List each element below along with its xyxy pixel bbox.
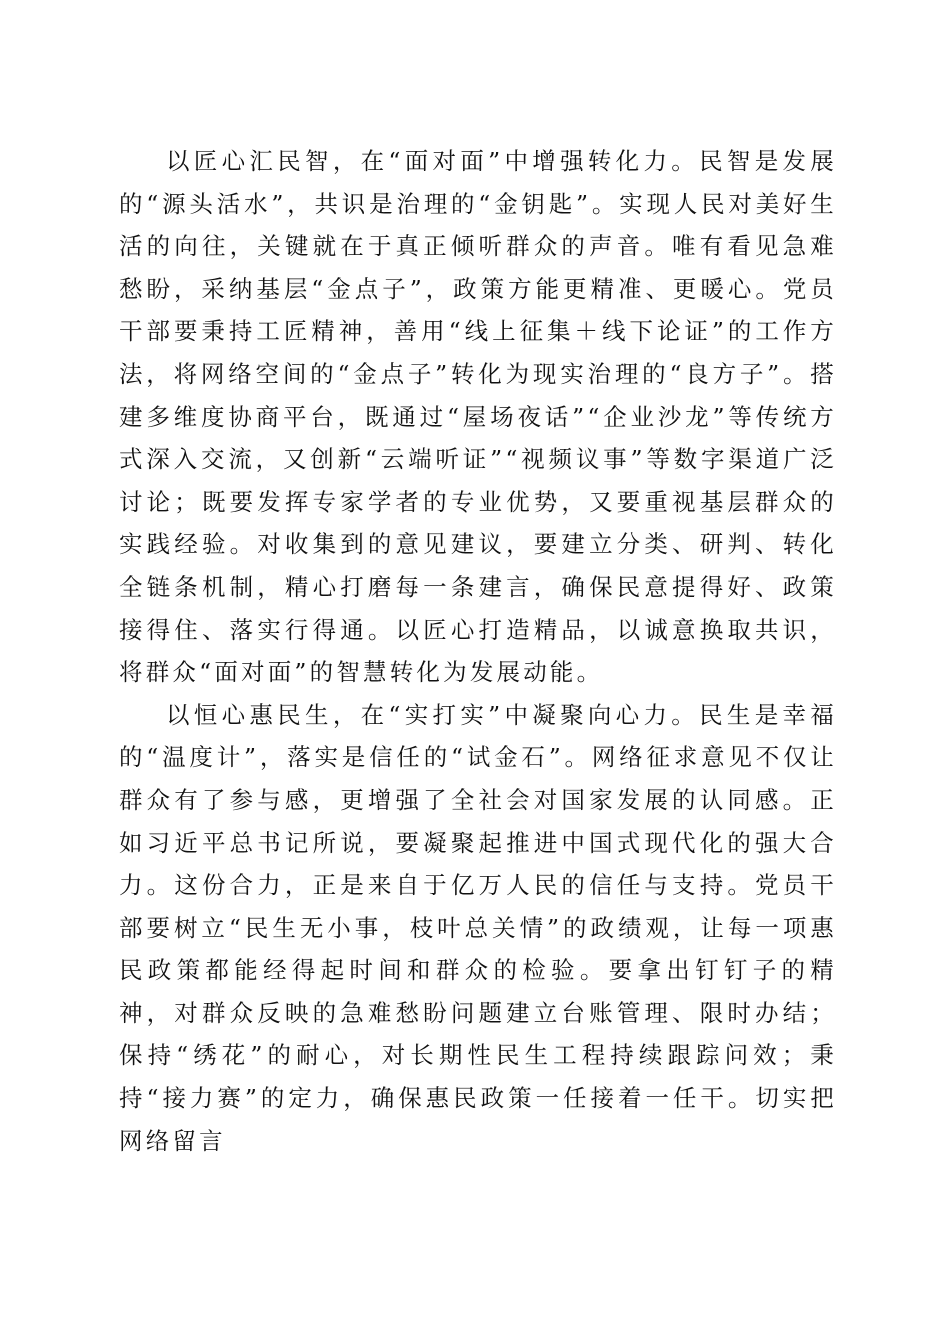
document-body xyxy=(119,140,837,1162)
paragraph-perseverance: 以恒心惠民生，在“实打实”中凝聚向心力。民生是幸福的“温度计”，落实是信任的“试金石”。网络征求意见不仅让群众有了参与感，更增强了全社会对国家发展的认同感。正如习近平总书记所说，要凝聚起推进中国式现代化的强大合力。这份合力，正是来自于亿万人民的信任与支持。党员干部要树立“民生无小事，枝叶总关情”的政绩观，让每一项惠民政策都能经得起时间和群众的检验。要拿出钉钉子的精神，对群众反映的急难愁盼问题建立台账管理、限时办结；保持“绣花”的耐心，对长期性民生工程持续跟踪问效；秉持“接力赛”的定力，确保惠民政策一任接着一任干。切实把网络留言 xyxy=(119,700,837,1155)
paragraph-craftsmanship: 以匠心汇民智，在“面对面”中增强转化力。民智是发展的“源头活水”，共识是治理的“金钥匙”。实现人民对美好生活的向往，关键就在于真正倾听群众的声音。唯有看见急难愁盼，采纳基层“金点子”，政策方能更精准、更暖心。党员干部要秉持工匠精神，善用“线上征集＋线下论证”的工作方法，将网络空间的“金点子”转化为现实治理的“良方子”。搭建多维度协商平台，既通过“屋场夜话”“企业沙龙”等传统方式深入交流，又创新“云端听证”“视频议事”等数字渠道广泛讨论；既要发挥专家学者的专业优势，又要重视基层群众的实践经验。对收集到的意见建议，要建立分类、研判、转化全链条机制，精心打磨每一条建言，确保民意提得好、政策接得住、落实行得通。以匠心打造精品，以诚意换取共识，将群众“面对面”的智慧转化为发展动能。 xyxy=(119,147,837,687)
